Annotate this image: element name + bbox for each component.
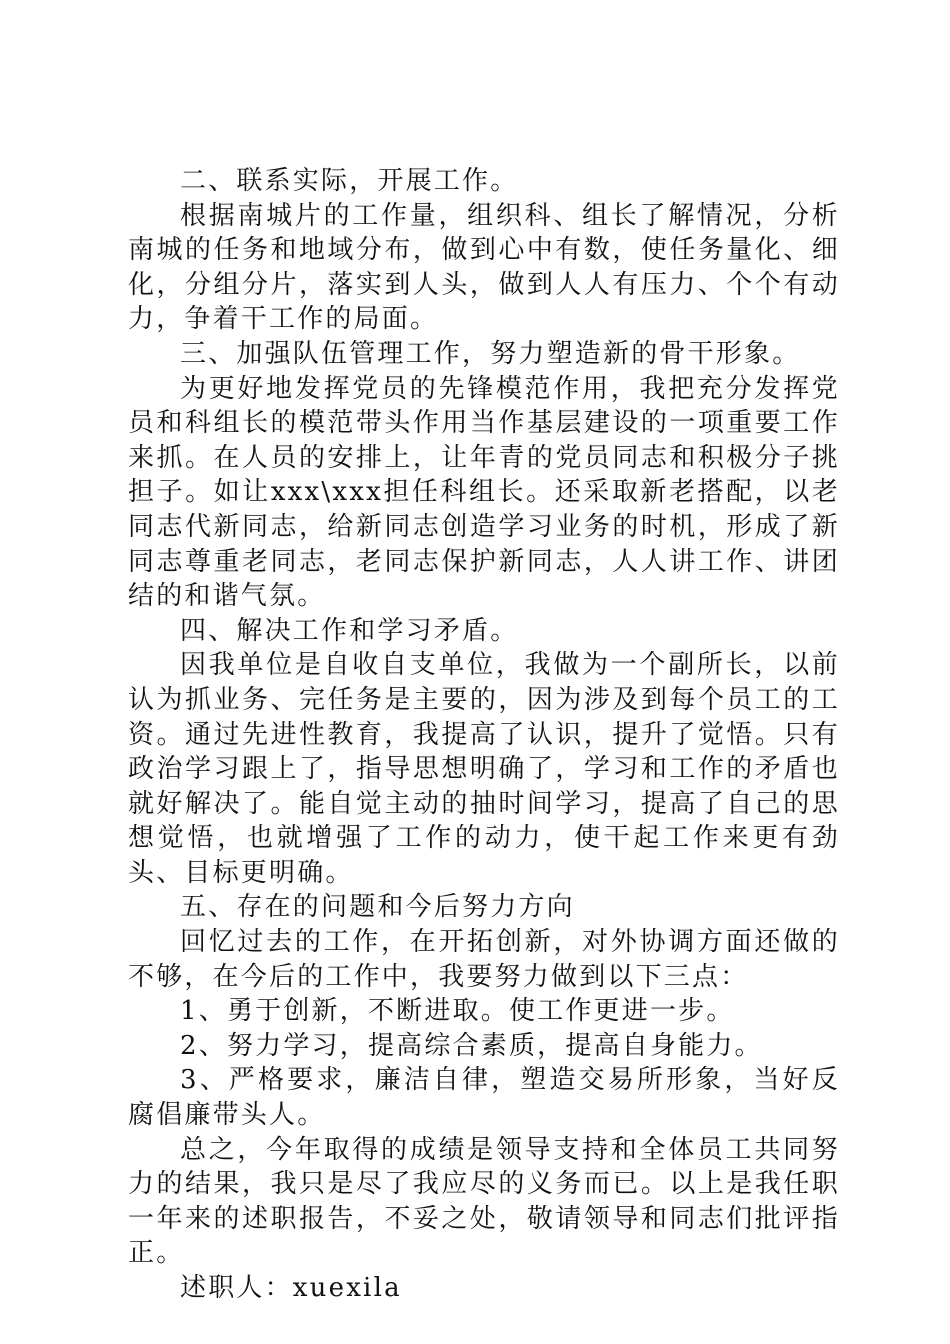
list-item-3: 3、严格要求，廉洁自律，塑造交易所形象，当好反腐倡廉带头人。 [128, 1065, 840, 1131]
section-heading-2: 二、联系实际，开展工作。 [180, 166, 519, 196]
list-item-2: 2、努力学习，提高综合素质，提高自身能力。 [180, 1030, 763, 1061]
list-item-1: 1、勇于创新，不断进取。使工作更进一步。 [180, 996, 735, 1027]
section-heading-4: 四、解决工作和学习矛盾。 [180, 615, 519, 646]
document-body [128, 164, 840, 1306]
paragraph-section-3: 为更好地发挥党员的先锋模范作用，我把充分发挥党员和科组长的模范带头作用当作基层建设的一项重要工作来抓。在人员的安排上，让年青的党员同志和积极分子挑担子。如让xxx\xxx担任科组长。还采取新老搭配，以老同志代新同志，给新同志创造学习业务的时机，形成了新同志尊重老同志，老同志保护新同志，人人讲工作、讲团结的和谐气氛。 [128, 373, 840, 612]
paragraph-conclusion: 总之，今年取得的成绩是领导支持和全体员工共同努力的结果，我只是尽了我应尽的义务而已。以上是我任职一年来的述职报告，不妥之处，敬请领导和同志们批评指正。 [128, 1134, 840, 1269]
paragraph-section-5: 回忆过去的工作，在开拓创新，对外协调方面还做的不够，在今后的工作中，我要努力做到以下三点： [128, 927, 840, 992]
signature-line: 述职人：xuexila [180, 1273, 402, 1303]
paragraph-section-4: 因我单位是自收自支单位，我做为一个副所长，以前认为抓业务、完任务是主要的，因为涉及到每个员工的工资。通过先进性教育，我提高了认识，提升了觉悟。只有政治学习跟上了，指导思想明确了，学习和工作的矛盾也就好解决了。能自觉主动的抽时间学习，提高了自己的思想觉悟，也就增强了工作的动力，使干起工作来更有劲头、目标更明确。 [128, 650, 840, 888]
paragraph-section-2: 根据南城片的工作量，组织科、组长了解情况，分析南城的任务和地域分布，做到心中有数，使任务量化、细化，分组分片，落实到人头，做到人人有压力、个个有动力，争着干工作的局面。 [128, 200, 840, 335]
section-heading-3: 三、加强队伍管理工作，努力塑造新的骨干形象。 [180, 338, 801, 369]
section-heading-5: 五、存在的问题和今后努力方向 [180, 892, 575, 923]
